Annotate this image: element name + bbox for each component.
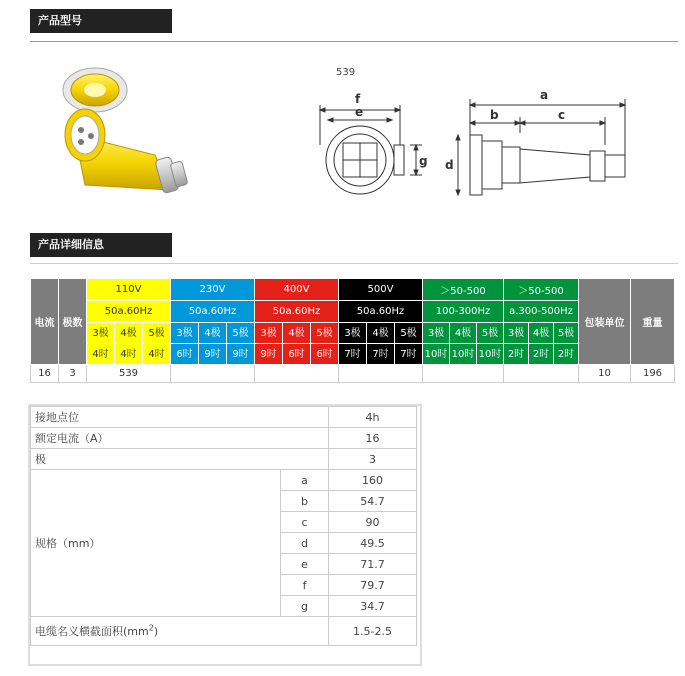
spec-table [30,278,675,383]
voltage-50-500-a: ＞50-500 [423,279,504,301]
section-divider [30,263,678,264]
hour-cell: 6时 [311,344,339,365]
size-key: g [281,596,329,617]
hour-cell: 10时 [477,344,504,365]
hour-cell: 6时 [171,344,199,365]
pole-cell: 3极 [339,323,367,344]
hour-cell: 4时 [87,344,115,365]
cable-area-value: 1.5-2.5 [329,617,417,646]
size-key: a [281,470,329,491]
poles-value: 3 [329,449,417,470]
voltage-50-500-b: ＞50-500 [504,279,579,301]
header-weight: 重量 [631,279,675,365]
hour-cell: 9时 [255,344,283,365]
cell-poles: 3 [59,365,87,383]
freq-500: 50a.60Hz [339,301,423,323]
hour-cell: 10时 [450,344,477,365]
freq-400: 50a.60Hz [255,301,339,323]
hour-cell: 2时 [529,344,554,365]
hour-cell: 2时 [554,344,579,365]
voltage-230: 230V [171,279,255,301]
header-pack: 包装单位 [579,279,631,365]
pole-cell: 4极 [115,323,143,344]
cell-empty [171,365,255,383]
header-poles: 极数 [59,279,87,365]
side-view-drawing [440,85,635,205]
cell-empty [423,365,504,383]
size-value: 34.7 [329,596,417,617]
cell-current: 16 [31,365,59,383]
voltage-400: 400V [255,279,339,301]
pole-cell: 5极 [395,323,423,344]
rated-current-label: 额定电流（A） [31,428,329,449]
size-key: e [281,554,329,575]
cell-empty [255,365,339,383]
size-value: 90 [329,512,417,533]
product-image [55,60,195,205]
dim-label-g: g [419,154,428,168]
size-key: f [281,575,329,596]
hour-cell: 6时 [283,344,311,365]
section-divider [30,41,678,42]
section-title-model: 产品型号 [30,9,172,33]
poles-label: 极 [31,449,329,470]
grounding-value: 4h [329,407,417,428]
cell-empty [504,365,579,383]
dim-label-f: f [355,92,361,106]
model-number: 539 [336,67,356,78]
size-value: 79.7 [329,575,417,596]
cell-pack: 10 [579,365,631,383]
voltage-110: 110V [87,279,171,301]
pole-cell: 4极 [199,323,227,344]
hour-cell: 2时 [504,344,529,365]
freq-50-500-a: 100-300Hz [423,301,504,323]
pole-cell: 3极 [171,323,199,344]
dim-label-d: d [445,158,454,172]
hour-cell: 10时 [423,344,450,365]
hour-cell: 7时 [339,344,367,365]
pole-cell: 5极 [477,323,504,344]
dim-label-a: a [540,88,549,102]
size-key: c [281,512,329,533]
hour-cell: 4时 [143,344,171,365]
hour-cell: 7时 [367,344,395,365]
pole-cell: 3极 [255,323,283,344]
hour-cell: 4时 [115,344,143,365]
header-current: 电流 [31,279,59,365]
dim-label-e: e [355,105,364,119]
pole-cell: 5极 [143,323,171,344]
size-key: b [281,491,329,512]
pole-cell: 4极 [367,323,395,344]
size-label: 规格（mm） [31,470,281,617]
hour-cell: 9时 [227,344,255,365]
pole-cell: 4极 [283,323,311,344]
cable-area-label: 电缆名义横截面积$(mm^2)$ [31,617,329,646]
pole-cell: 4极 [529,323,554,344]
dim-label-b: b [490,108,499,122]
table-row [31,365,675,383]
pole-cell: 3极 [504,323,529,344]
cell-model: 539 [87,365,171,383]
pole-cell: 5极 [554,323,579,344]
size-value: 71.7 [329,554,417,575]
pole-cell: 3极 [87,323,115,344]
dim-label-c: c [558,108,566,122]
freq-110: 50a.60Hz [87,301,171,323]
pole-cell: 5极 [227,323,255,344]
front-view-drawing [310,85,435,205]
pole-cell: 5极 [311,323,339,344]
size-value: 54.7 [329,491,417,512]
cell-weight: 196 [631,365,675,383]
size-value: 49.5 [329,533,417,554]
freq-230: 50a.60Hz [171,301,255,323]
hour-cell: 7时 [395,344,423,365]
params-table [30,406,417,646]
pole-cell: 3极 [423,323,450,344]
cell-empty [339,365,423,383]
voltage-500: 500V [339,279,423,301]
section-title-detail: 产品详细信息 [30,233,172,257]
grounding-label: 接地点位 [31,407,329,428]
pole-cell: 4极 [450,323,477,344]
size-key: d [281,533,329,554]
size-value: 160 [329,470,417,491]
rated-current-value: 16 [329,428,417,449]
freq-50-500-b: a.300-500Hz [504,301,579,323]
hour-cell: 9时 [199,344,227,365]
